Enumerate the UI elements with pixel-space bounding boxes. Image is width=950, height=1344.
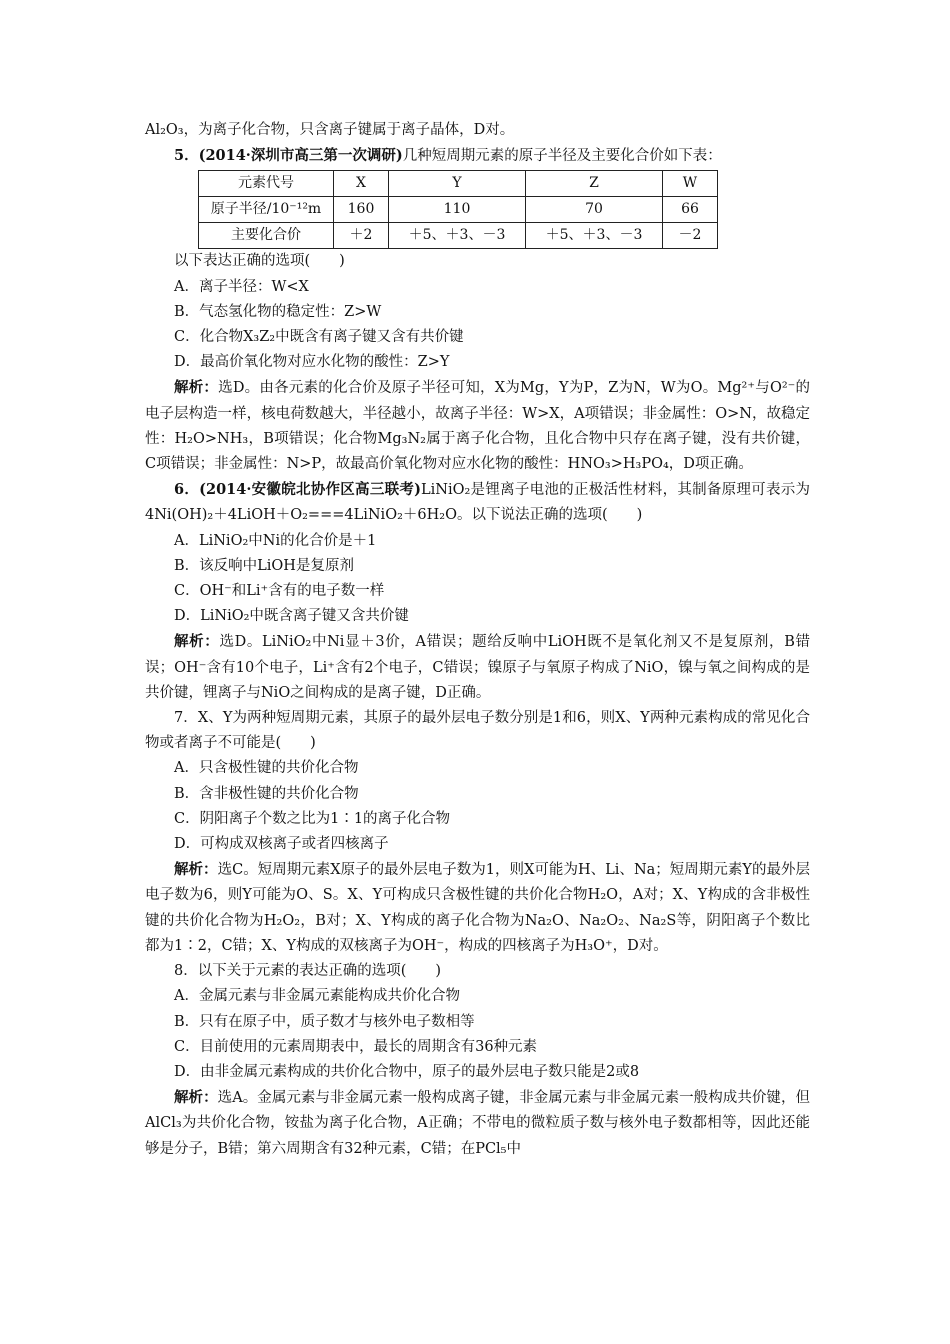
table-cell: 70 (526, 197, 663, 223)
question-source: 5．(2014·深圳市高三第一次调研) (174, 147, 403, 165)
table-cell: 主要化合价 (199, 223, 334, 249)
explanation-text: 选A。金属元素与非金属元素一般构成离子键，非金属元素与非金属元素一般构成共价键，但AlCl₃为共价化合物，铵盐为离子化合物，A正确；不带电的微粒质子数与核外电子数都相等，因此还能够是分子，B错；第六周期含有32种元素，C错；在PCl₅中 (145, 1090, 811, 1157)
table-cell: Y (389, 171, 526, 197)
option-b: B．该反响中LiOH是复原剂 (174, 557, 354, 574)
explanation-label: 解析： (174, 861, 218, 879)
question-6-stem (145, 477, 810, 528)
option-d: D．LiNiO₂中既含离子键又含共价键 (174, 608, 409, 625)
question-7-stem: 7．X、Y为两种短周期元素，其原子的最外层电子数分别是1和6，则X、Y两种元素构成的常见化合物或者离子不可能是( ) (145, 710, 810, 752)
table-cell: 元素代号 (199, 171, 334, 197)
option-c: C．OH⁻和Li⁺含有的电子数一样 (174, 583, 385, 600)
option-c: C．化合物X₃Z₂中既含有离子键又含有共价键 (174, 329, 464, 346)
option-a: A．离子半径：W<X (174, 278, 309, 295)
option-d: D．由非金属元素构成的共价化合物中，原子的最外层电子数只能是2或8 (174, 1063, 640, 1080)
document-page (145, 118, 810, 1162)
table-row (199, 223, 718, 249)
table-cell: －2 (663, 223, 718, 249)
explanation-6 (145, 629, 810, 706)
explanation-label: 解析： (174, 1089, 218, 1107)
table-cell: 原子半径/10⁻¹²m (199, 197, 334, 223)
table-cell: 66 (663, 197, 718, 223)
table-row (199, 197, 718, 223)
explanation-text: 选D。LiNiO₂中Ni显＋3价，A错误；题给反响中LiOH既不是氧化剂又不是复原剂，B错误；OH⁻含有10个电子，Li⁺含有2个电子，C错误；镍原子与氧原子构成了NiO，镍与氧之间构成的是共价键，锂离子与NiO之间构成的是离子键，D正确。 (145, 634, 811, 701)
table-cell: 160 (334, 197, 389, 223)
explanation-text: 选C。短周期元素X原子的最外层电子数为1，则X可能为H、Li、Na；短周期元素Y的最外层电子数为6，则Y可能为O、S。X、Y可构成只含极性键的共价化合物H₂O，A对；X、Y构成的含非极性键的共价化合物为H₂O₂，B对；X、Y构成的离子化合物为Na₂O、Na₂O₂、Na₂S等，阴阳离子个数比都为1∶2，C错；X、Y构成的双核离子为OH⁻，构成的四核离子为H₃O⁺，D对。 (145, 862, 811, 954)
option-c: C．阴阳离子个数之比为1∶1的离子化合物 (174, 810, 451, 827)
element-table (198, 170, 718, 249)
explanation-8 (145, 1085, 810, 1162)
table-cell: 110 (389, 197, 526, 223)
question-8-stem: 8．以下关于元素的表达正确的选项( ) (174, 963, 442, 980)
table-cell: Z (526, 171, 663, 197)
option-b: B．只有在原子中，质子数才与核外电子数相等 (174, 1013, 475, 1030)
table-cell: W (663, 171, 718, 197)
question-text: 几种短周期元素的原子半径及主要化合价如下表： (402, 148, 722, 165)
text-line: Al₂O₃，为离子化合物，只含离子键属于离子晶体，D对。 (145, 122, 515, 138)
option-d: D．可构成双核离子或者四核离子 (174, 836, 389, 853)
explanation-5 (145, 375, 810, 477)
question-ask: 以下表达正确的选项( ) (174, 253, 345, 270)
question-source: 6．(2014·安徽皖北协作区高三联考) (174, 481, 421, 499)
option-b: B．含非极性键的共价化合物 (174, 785, 359, 802)
option-b: B．气态氢化物的稳定性：Z>W (174, 303, 382, 320)
table-cell: ＋5、＋3、－3 (526, 223, 663, 249)
option-c: C．目前使用的元素周期表中，最长的周期含有36种元素 (174, 1038, 538, 1055)
explanation-label: 解析： (174, 379, 219, 397)
table-header-row (199, 171, 718, 197)
explanation-label: 解析： (174, 633, 220, 651)
option-a: A．LiNiO₂中Ni的化合价是＋1 (174, 532, 377, 549)
question-text: LiNiO₂是锂离子电池的正极活性材料，其制备原理可表示为4Ni(OH)₂＋4LiOH＋O₂===4LiNiO₂＋6H₂O。以下说法正确的选项( ) (145, 482, 810, 524)
option-a: A．金属元素与非金属元素能构成共价化合物 (174, 988, 460, 1005)
explanation-7 (145, 857, 810, 959)
option-a: A．只含极性键的共价化合物 (174, 760, 359, 777)
explanation-text: 选D。由各元素的化合价及原子半径可知，X为Mg，Y为P，Z为N，W为O。Mg²⁺与O²⁻的电子层构造一样，核电荷数越大，半径越小，故离子半径：W>X，A项错误；非金属性：O>N，故稳定性：H₂O>NH₃，B项错误；化合物Mg₃N₂属于离子化合物，且化合物中只存在离子键，没有共价键，C项错误；非金属性：N>P，故最高价氧化物对应水化物的酸性：HNO₃>H₃PO₄，D项正确。 (145, 380, 811, 473)
table-cell: X (334, 171, 389, 197)
table-cell: ＋5、＋3、－3 (389, 223, 526, 249)
option-d: D．最高价氧化物对应水化物的酸性：Z>Y (174, 354, 450, 371)
table-cell: ＋2 (334, 223, 389, 249)
question-5-stem (145, 143, 810, 169)
